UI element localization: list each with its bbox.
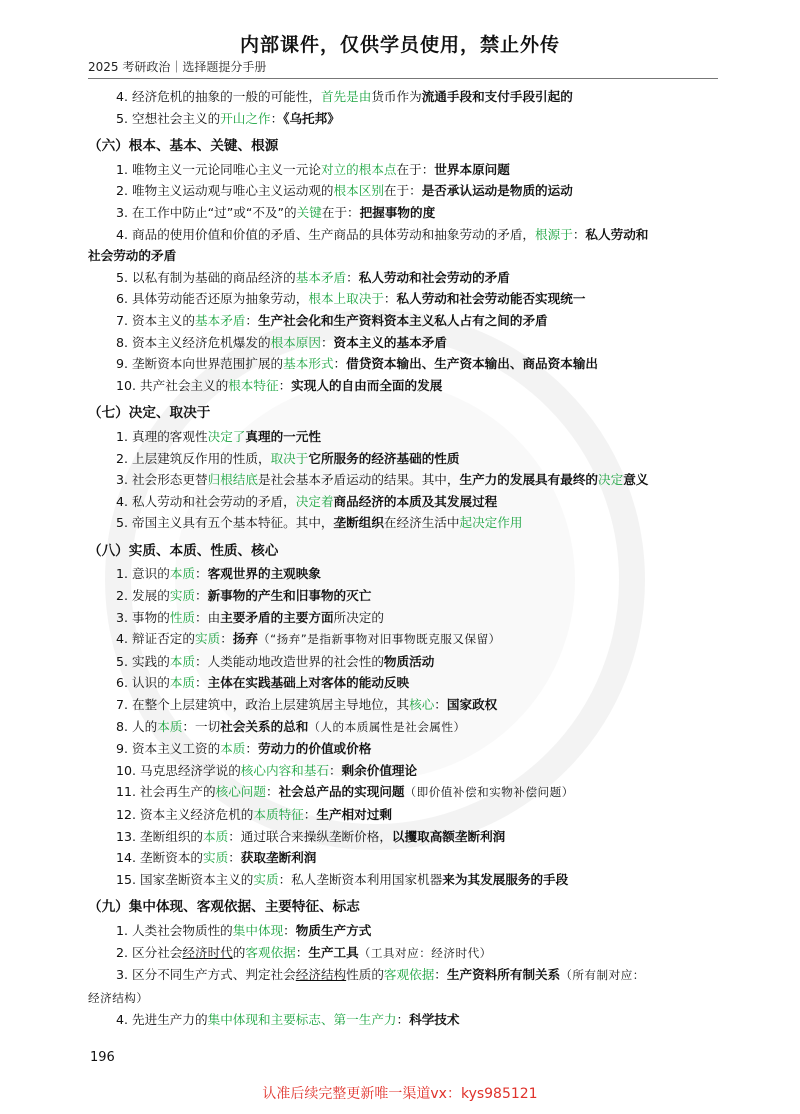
highlight-keyword: 核心问题 [215,784,266,800]
text-segment: 4. 经济危机的抽象的一般的可能性， [116,89,321,104]
text-segment: 2. 上层建筑反作用的性质， [116,450,271,466]
highlight-keyword: 对立的根本点 [320,161,397,177]
list-item [88,585,718,607]
list-item [88,86,718,108]
list-item [88,920,718,942]
text-segment: 5. 空想社会主义的 [116,110,221,126]
section-heading [88,897,718,919]
highlight-keyword: 核心内容和基石 [240,762,329,778]
text-segment: 7. 在整个上层建筑中，政治上层建筑居主导地位，其 [116,697,410,713]
bold-answer: 来为其发展服务的手段 [442,871,569,887]
page-header-subtitle: 2025 考研政治｜选择题提分手册 [88,60,267,74]
text-segment: 2. 区分社会 [116,944,183,960]
text-segment: 1. 意识的 [116,566,170,582]
text-segment: ： [270,110,284,126]
text-segment: 15. 国家垄断资本主义的 [116,871,254,887]
highlight-keyword: 性质 [169,609,195,625]
list-item [88,804,718,826]
highlight-keyword: 本质 [169,566,195,582]
list-item [88,651,718,673]
highlight-keyword: 客观依据 [245,944,296,960]
list-item [88,781,718,804]
header-divider [88,78,718,79]
highlight-keyword: 集中体现 [232,922,284,938]
list-item [88,180,718,202]
list-item [88,448,718,470]
bold-answer: 生产工具 [308,944,359,960]
highlight-keyword: 开山之作 [220,110,271,126]
list-item [88,869,718,891]
bold-answer: 客观世界的主观映象 [207,566,321,582]
bold-answer: 世界本原问题 [434,161,510,177]
text-segment: 8. 人的 [116,718,158,734]
bold-answer: 流通手段和支付手段引起的 [421,89,573,104]
list-item [88,512,718,534]
list-item [88,847,718,869]
highlight-keyword: 根本上取决于 [308,291,384,307]
bold-answer: 社会总产品的实现问题 [278,784,405,800]
text-segment: （六）根本、基本、关键、根源 [88,138,279,155]
list-item [88,826,718,848]
annotation-note: （“扬弃”是指新事物对旧事物既克服又保留） [257,632,501,647]
text-segment: （七）决定、取决于 [88,405,211,422]
highlight-keyword: 实质 [195,631,221,647]
annotation-note: （即价值补偿和实物补偿问题） [404,785,574,800]
highlight-keyword: 实质 [253,871,279,887]
bold-answer: 借贷资本输出、生产资本输出、商品资本输出 [346,356,598,372]
bold-answer: 生产相对过剩 [316,807,392,822]
list-item [88,108,718,130]
page-header-title: 内部课件，仅供学员使用，禁止外传 [239,34,560,56]
text-segment: ： [245,741,258,757]
bold-answer: 《乌托邦》 [283,110,340,126]
text-segment: 在于： [383,183,422,199]
text-segment: ：一切 [182,718,221,734]
bold-answer: 真理的一元性 [245,428,321,444]
list-item-continuation [88,245,718,267]
highlight-keyword: 实质 [169,588,195,604]
bold-answer: 把握事物的度 [359,204,436,220]
highlight-keyword: 本质 [169,653,195,669]
bold-answer: 实现人的自由而全面的发展 [291,377,443,393]
highlight-keyword: 基本形式 [283,356,334,372]
text-segment: 在经济生活中 [383,515,460,531]
text-segment: 4. 辩证否定的 [116,631,195,647]
bold-answer: 私人劳动和社会劳动能否实现统一 [396,291,586,307]
text-segment: 11. 社会再生产的 [116,784,216,800]
bold-answer: 科学技术 [409,1012,460,1028]
bold-answer: 国家政权 [446,697,498,713]
highlight-keyword: 本质特征 [253,807,304,822]
text-segment: 2. 发展的 [116,588,170,604]
bold-answer: 扬弃 [232,631,258,647]
bold-answer: 资本主义的基本矛盾 [333,334,447,350]
highlight-keyword: 决定了 [207,428,246,444]
text-segment: 7. 资本主义的 [116,312,195,328]
list-item [88,491,718,513]
text-segment: 9. 资本主义工资的 [116,741,221,757]
annotation-note: （所有制对应： [560,968,645,983]
section-heading [88,403,718,425]
list-item [88,760,718,782]
text-segment: 货币作为 [371,89,422,104]
list-item [88,288,718,310]
bold-answer: 劳动力的价值或价格 [257,741,372,757]
text-segment: 12. 资本主义经济危机的 [116,807,254,822]
text-segment: （八）实质、本质、性质、核心 [88,542,279,559]
bold-answer: 私人劳动和 [585,226,649,242]
annotation-note: 经济结构） [88,990,149,1005]
bold-answer: 主体在实践基础上对客体的能动反映 [207,675,410,691]
text-segment: 3. 事物的 [116,609,170,625]
text-segment: ：由 [195,609,221,625]
text-segment: 在于： [396,161,435,177]
annotation-note: （工具对应：经济时代） [358,945,492,960]
text-segment: 是社会基本矛盾运动的结果。其中， [257,472,460,488]
bold-answer: 商品经济的本质及其发展过程 [333,493,498,509]
highlight-keyword: 决定着 [295,493,334,509]
section-heading [88,136,718,158]
text-segment: ： [265,784,279,800]
list-item [88,353,718,375]
bold-answer: 它所服务的经济基础的性质 [308,450,460,466]
bold-answer: 私人劳动和社会劳动的矛盾 [358,269,510,285]
text-segment: ： [195,588,208,604]
text-segment: 3. 社会形态更替 [116,472,208,488]
text-segment: 1. 真理的客观性 [116,428,208,444]
list-item [88,310,718,332]
text-segment: ： [228,850,241,866]
text-segment: ： [320,334,334,350]
highlight-keyword: 根本区别 [333,183,384,199]
highlight-keyword: 本质 [203,828,229,844]
list-item [88,224,718,246]
text-segment: ： [195,566,208,582]
bold-answer: 是否承认运动是物质的运动 [421,183,573,199]
highlight-keyword: 基本矛盾 [195,312,246,328]
list-item [88,628,718,651]
highlight-keyword: 关键 [296,204,322,220]
text-segment: 9. 垄断资本向世界范围扩展的 [116,356,284,372]
text-segment: ： [383,291,397,307]
text-segment: 1. 唯物主义一元论同唯心主义一元论 [116,161,321,177]
text-segment: 4. 先进生产力的 [116,1012,208,1028]
text-segment: ： [434,967,447,983]
text-segment: ： [346,269,359,285]
text-segment: ：通过联合来操纵垄断价格， [228,828,392,844]
bold-answer: 物质生产方式 [295,922,372,938]
highlight-keyword: 集中体现和主要标志、第一生产力 [207,1012,397,1028]
text-segment: ： [434,697,447,713]
document-body [88,86,718,1031]
list-item [88,159,718,181]
text-segment: （九）集中体现、客观依据、主要特征、标志 [88,899,360,916]
text-segment: ： [396,1012,410,1028]
list-item [88,563,718,585]
text-segment: ： [245,312,258,328]
text-segment: 5. 以私有制为基础的商品经济的 [116,269,296,285]
highlight-keyword: 决定 [598,472,624,488]
text-segment: 1. 人类社会物质性的 [116,922,233,938]
list-item [88,267,718,289]
footer-contact-note: 认准后续完整更新唯一渠道vx：kys985121 [262,1086,538,1102]
bold-answer: 新事物的产生和旧事物的灭亡 [207,588,372,604]
highlight-keyword: 客观依据 [383,967,435,983]
text-segment: 10. 共产社会主义的 [116,377,229,393]
list-item [88,469,718,491]
highlight-keyword: 核心 [409,697,435,713]
text-segment: ： [333,356,347,372]
underlined-term: 经济结构 [295,967,347,983]
text-segment: 所决定的 [333,609,384,625]
bold-answer: 获取垄断利润 [240,850,317,866]
bold-answer: 生产社会化和生产资料资本主义私人占有之间的矛盾 [257,312,548,328]
text-segment: 在于： [321,204,360,220]
bold-answer: 社会劳动的矛盾 [88,248,177,264]
underlined-term: 经济时代 [182,944,233,960]
highlight-keyword: 首先是由 [320,89,372,104]
annotation-note: （人的本质属性是社会属性） [308,719,466,734]
text-segment: ：私人垄断资本利用国家机器 [278,871,443,887]
bold-answer: 主要矛盾的主要方面 [220,609,334,625]
text-segment: 4. 商品的使用价值和价值的矛盾、生产商品的具体劳动和抽象劳动的矛盾， [116,226,536,242]
text-segment: ： [283,922,296,938]
bold-answer: 生产力的发展具有最终的 [459,472,598,488]
text-segment: 性质的 [346,967,384,983]
text-segment: ： [303,807,317,822]
list-item [88,738,718,760]
bold-answer: 剩余价值理论 [341,762,418,778]
highlight-keyword: 本质 [157,718,183,734]
text-segment: ： [295,944,309,960]
text-segment: 2. 唯物主义运动观与唯心主义运动观的 [116,183,334,199]
list-item-continuation [88,987,718,1010]
bold-answer: 垄断组织 [333,515,384,531]
text-segment: 6. 具体劳动能否还原为抽象劳动， [116,291,309,307]
section-heading [88,541,718,563]
list-item [88,375,718,397]
highlight-keyword: 本质 [169,675,195,691]
highlight-keyword: 归根结底 [207,472,258,488]
text-segment: ：人类能动地改造世界的社会性的 [195,653,384,669]
text-segment: ： [220,631,233,647]
bold-answer: 物质活动 [383,653,435,669]
bold-answer: 生产资料所有制关系 [446,967,561,983]
text-segment: ： [328,762,342,778]
list-item [88,942,718,965]
highlight-keyword: 取决于 [270,450,309,466]
highlight-keyword: 根本特征 [228,377,279,393]
text-segment: 5. 帝国主义具有五个基本特征。其中， [116,515,334,531]
list-item [88,694,718,716]
highlight-keyword: 根源于 [535,226,573,242]
text-segment: 3. 区分不同生产方式、判定社会 [116,967,296,983]
bold-answer: 意义 [623,472,649,488]
highlight-keyword: 本质 [220,741,246,757]
text-segment: 8. 资本主义经济危机爆发的 [116,334,271,350]
highlight-keyword: 实质 [203,850,229,866]
highlight-keyword: 起决定作用 [459,515,523,531]
list-item [88,672,718,694]
list-item [88,964,718,987]
list-item [88,716,718,739]
page-number: 196 [90,1050,115,1065]
list-item [88,202,718,224]
list-item [88,1009,718,1031]
bold-answer: 以攫取高额垄断利润 [391,828,506,844]
highlight-keyword: 基本矛盾 [295,269,347,285]
highlight-keyword: 根本原因 [270,334,321,350]
bold-answer: 社会关系的总和 [220,718,309,734]
text-segment: ： [195,675,208,691]
list-item [88,607,718,629]
text-segment: ： [572,226,586,242]
text-segment: 3. 在工作中防止“过”或“不及”的 [116,204,297,220]
text-segment: 4. 私人劳动和社会劳动的矛盾， [116,493,296,509]
text-segment: 6. 认识的 [116,675,170,691]
text-segment: ： [278,377,292,393]
text-segment: 14. 垄断资本的 [116,850,204,866]
text-segment: 13. 垄断组织的 [116,828,204,844]
text-segment: 5. 实践的 [116,653,170,669]
list-item [88,426,718,448]
text-segment: 的 [232,944,246,960]
list-item [88,332,718,354]
text-segment: 10. 马克思经济学说的 [116,762,241,778]
